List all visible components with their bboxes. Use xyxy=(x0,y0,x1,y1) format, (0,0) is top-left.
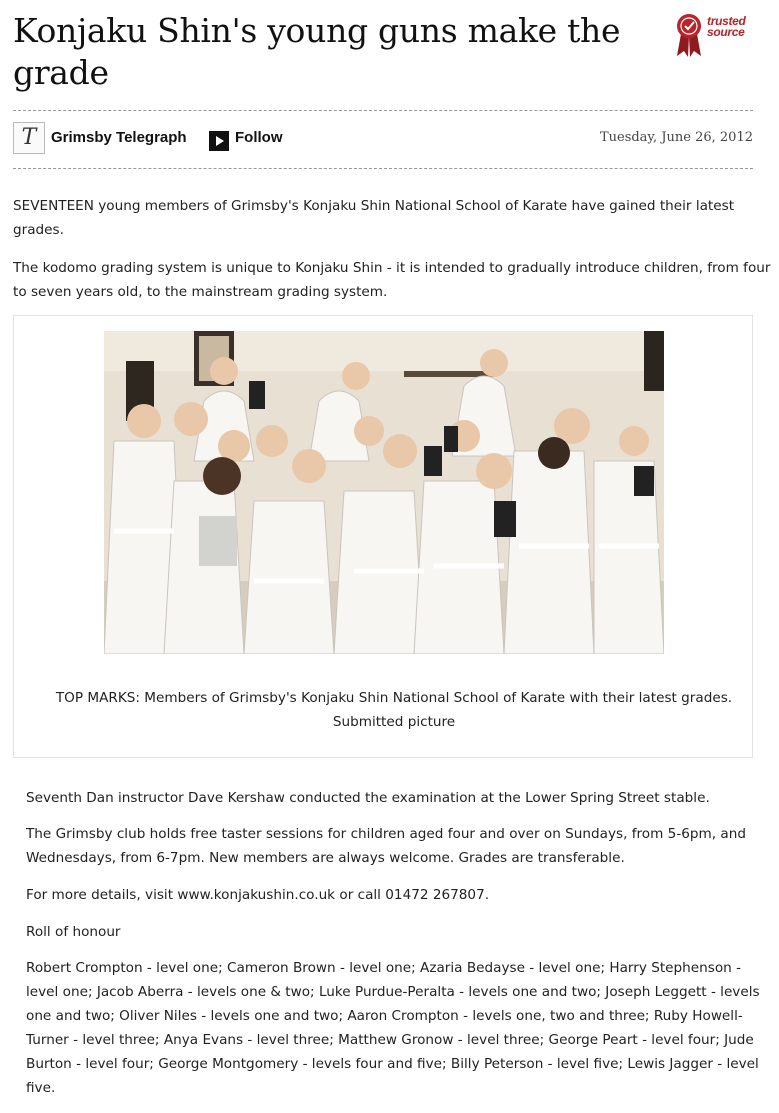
photo-frame xyxy=(13,315,753,758)
publisher-name-link[interactable]: Grimsby Telegraph xyxy=(51,129,187,146)
photo-illustration xyxy=(104,331,664,654)
trusted-source-badge[interactable] xyxy=(674,12,754,58)
divider xyxy=(13,110,753,111)
follow-play-icon[interactable] xyxy=(209,131,229,151)
roll-of-honour-heading: Roll of honour xyxy=(26,924,121,940)
karate-group-photo[interactable] xyxy=(104,331,664,654)
publish-date: Tuesday, June 26, 2012 xyxy=(599,130,753,145)
follow-button[interactable]: Follow xyxy=(235,129,283,146)
publisher-logo-icon[interactable]: T xyxy=(13,122,45,154)
source-line: source xyxy=(707,25,745,39)
body-paragraph: Seventh Dan instructor Dave Kershaw conducted the examination at the Lower Spring Street stable. xyxy=(26,790,710,806)
byline xyxy=(13,122,753,158)
article-headline: Konjaku Shin's young guns make the grade xyxy=(13,11,621,92)
photo-caption: TOP MARKS: Members of Grimsby's Konjaku Shin National School of Karate with their latest grades. Submitted picture xyxy=(55,690,733,730)
divider xyxy=(13,168,753,169)
roll-of-honour-list: Robert Crompton - level one; Cameron Brown - level one; Azaria Bedayse - level one; Harry Stephenson - level one; Jacob Aberra - levels one & two; Luke Purdue-Peralta - levels one and two; Joseph Leggett - levels one and two; Oliver Niles - levels one and two; Aaron Crompton - levels one, two and three; Ruby Howell-Turner - level three; Anya Evans - level three; Matthew Gronow - level three; George Peart - level four; Jude Burton - level four; George Montgomery - levels four and five; Billy Peterson - level five; Lewis Jagger - level five. xyxy=(26,960,760,1096)
intro-paragraph: SEVENTEEN young members of Grimsby's Konjaku Shin National School of Karate have gained their latest grades. xyxy=(13,198,735,238)
body-paragraph: The Grimsby club holds free taster sessions for children aged four and over on Sundays, from 5-6pm, and Wednesdays, from 6-7pm. New members are always welcome. Grades are transferable. xyxy=(26,826,746,866)
body-paragraph: For more details, visit www.konjakushin.co.uk or call 01472 267807. xyxy=(26,887,490,903)
ribbon-award-icon xyxy=(674,12,704,58)
trusted-line: trusted xyxy=(707,14,746,28)
trusted-source-label xyxy=(707,16,746,38)
intro-paragraph: The kodomo grading system is unique to Konjaku Shin - it is intended to gradually introduce children, from four to seven years old, to the mainstream grading system. xyxy=(13,260,771,300)
